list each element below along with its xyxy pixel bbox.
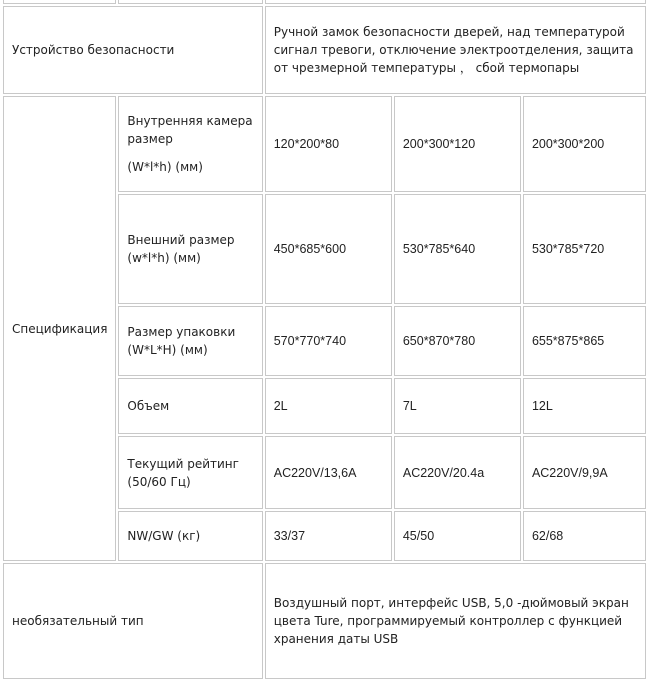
value-cell: 200*300*120 [394,96,521,192]
row-label: Текущий рейтинг [127,456,239,471]
row-label-cell [118,511,262,561]
specification-table [1,0,648,681]
row-label-cell [118,436,262,509]
row-label: Внешний размер [127,233,235,247]
value-cell: AC220V/9,9A [523,436,646,509]
row-label-cell [118,194,262,304]
value-cell: 650*870*780 [394,306,521,376]
optional-value-cell [265,563,646,679]
optional-value: Воздушный порт, интерфейс USB, 5,0 -дюймовый экран цвета Ture, программируемый контроллер с функцией хранения даты USB [273,596,629,646]
safety-value: Ручной замок безопасности дверей, над температурой сигнал тревоги, отключение электроотделения, защита от чрезмерной температуры ， сбой термопары [273,25,634,75]
safety-label-cell [3,6,263,94]
value-cell: AC220V/13,6A [265,436,392,509]
table-cell-empty [118,0,262,4]
row-unit: (50/60 Гц) [127,474,191,489]
table-row-optional [3,563,646,679]
value-cell: 45/50 [394,511,521,561]
table-row [3,96,646,192]
row-label-cell [118,378,262,434]
spec-label: Спецификация [12,321,108,336]
value-cell: 200*300*200 [523,96,646,192]
value-cell: 2L [265,378,392,434]
table-cell-empty [265,0,646,4]
value-cell: 120*200*80 [265,96,392,192]
row-label: Объем [127,399,170,413]
safety-label: Устройство безопасности [12,43,175,57]
row-label-cell [118,306,262,376]
value-cell: 450*685*600 [265,194,392,304]
spec-label-cell [3,96,116,561]
value-cell: 530*785*720 [523,194,646,304]
table-row-safety [3,6,646,94]
value-cell: 7L [394,378,521,434]
value-cell: 655*875*865 [523,306,646,376]
table-row-top-edge [3,0,646,4]
safety-value-cell [265,6,646,94]
value-cell: 62/68 [523,511,646,561]
optional-label: необязательный тип [12,614,144,628]
row-unit: (w*l*h) (мм) [127,251,201,265]
table-cell-empty [3,0,116,4]
value-cell: 12L [523,378,646,434]
optional-label-cell [3,563,263,679]
value-cell: 570*770*740 [265,306,392,376]
value-cell: AC220V/20.4a [394,436,521,509]
value-cell: 530*785*640 [394,194,521,304]
row-label: Размер упаковки [127,325,236,339]
row-label: Внутренняя камера размер [127,114,253,146]
row-unit: (W*L*H) (мм) [127,343,208,357]
row-unit: (W*l*h) (мм) [127,160,203,174]
row-label: NW/GW (кг) [127,529,201,543]
value-cell: 33/37 [265,511,392,561]
row-label-cell [118,96,262,192]
